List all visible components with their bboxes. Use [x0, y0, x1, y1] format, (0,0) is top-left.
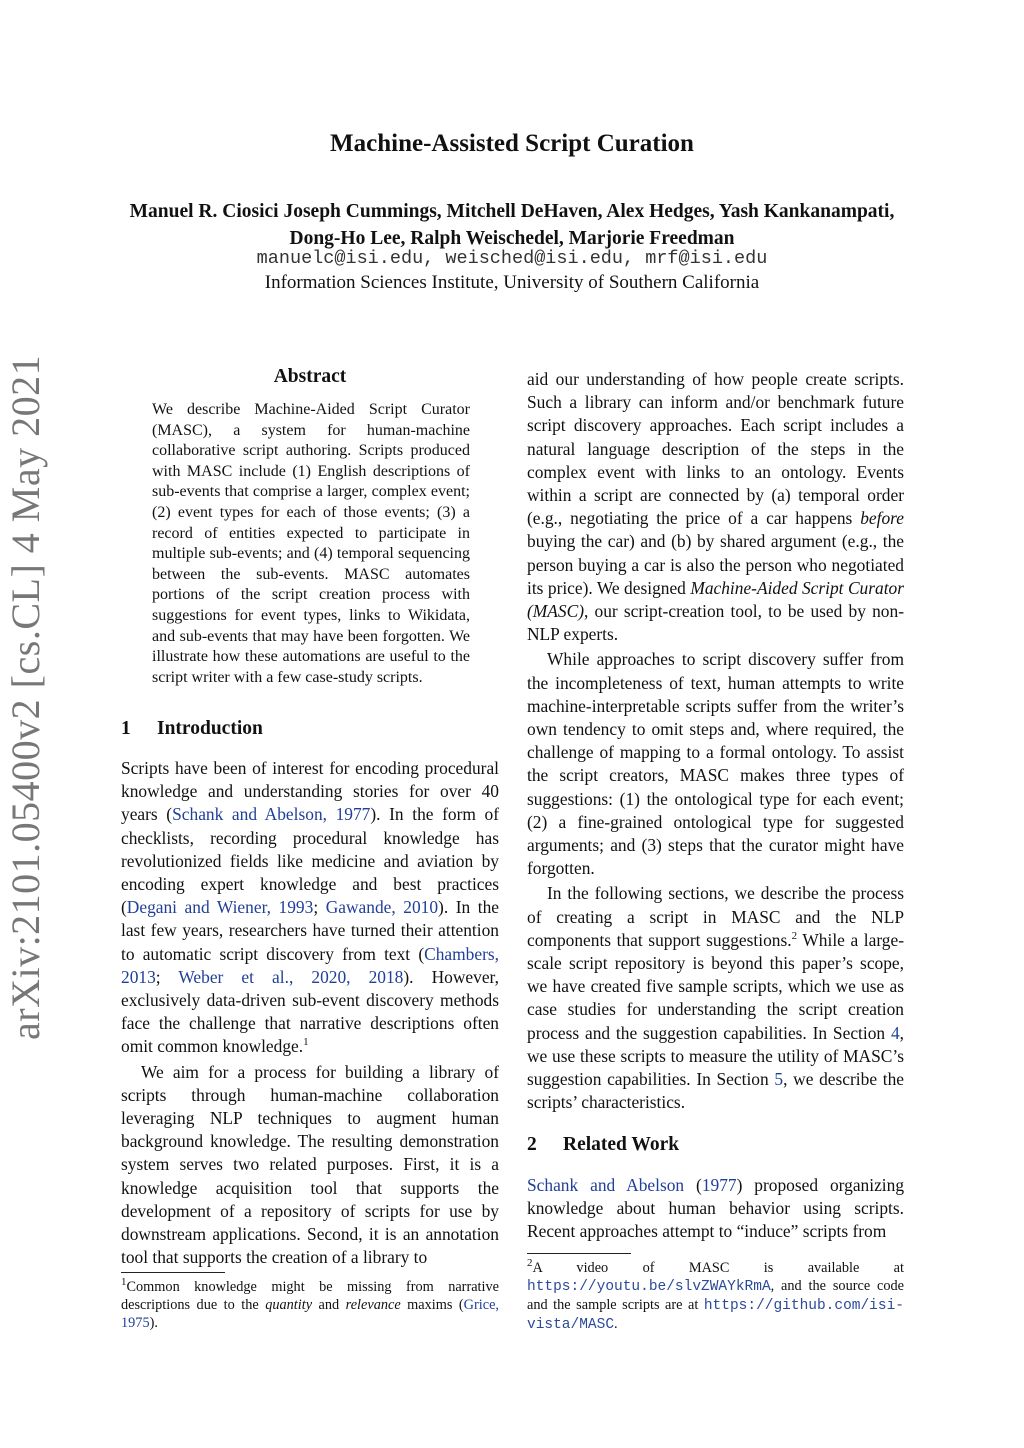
citation-link[interactable]: Schank and Abelson, 1977 [172, 804, 371, 825]
citation-link[interactable]: Gawande, 2010 [325, 897, 439, 918]
video-url-link[interactable]: https://youtu.be/slvZWAYkRmA [527, 1279, 771, 1295]
source-code-url-link[interactable]: https://github.com/isi-vista/MASC [527, 1298, 904, 1333]
author-list [60, 198, 964, 252]
section-ref-link[interactable]: 5 [774, 1069, 784, 1090]
section-number: 1 [121, 718, 131, 739]
section-number: 2 [527, 1134, 537, 1155]
abstract-body [152, 400, 470, 688]
footnote-marker[interactable]: 1 [303, 1036, 309, 1049]
related-work-body [527, 1174, 904, 1244]
abstract-text: We describe Machine-Aided Script Curator (MASC), a system for human-machine collaborative script authoring. Scripts produced with MASC include (1) English descriptions of sub-events that comprise a larger, complex event; (2) event types for each of those events; (3) a record of entities expected to participate in multiple sub-events; and (4) temporal sequencing between the sub-events. MASC automates portions of the script creation process with suggestions for event types, links to Wikidata, and sub-events that may have been forgotten. We illustrate how these automations are useful to the script writer with a few case-study scripts. [152, 401, 470, 686]
citation-link[interactable]: Schank and Abelson [527, 1175, 685, 1195]
paper-title: Machine-Assisted Script Curation [330, 130, 694, 157]
related-paragraph-1: Schank and Abelson (1977) proposed organizing knowledge about human behavior using scripts. Recent approaches attempt to “induce” scripts from [527, 1175, 905, 1242]
footnote-2: $^2$A video of MASC is available at https://youtu.be/slvZWAYkRmA, and the source code and the sample scripts are at https://github.com/isi-vista/MASC. [527, 1257, 904, 1333]
intro-paragraph-3: aid our understanding of how people create scripts. Such a library can inform and/or benchmark future script discovery approaches. Each script includes a natural language description of the steps in the complex event with links to an ontology. Events within a script are connected by (a) temporal order (e.g., negotiating the price of a car happens before buying the car) and (b) by shared argument (e.g., the person buying a car is also the person who negotiated its price). We designed Machine-Aided Script Curator (MASC), our script-creation tool, to be used by non-NLP experts. [527, 369, 904, 645]
footnote-rule [527, 1253, 631, 1254]
intro-paragraph-4: While approaches to script discovery suffer from the incompleteness of text, human attempts to write machine-interpretable scripts suffer from the writer’s own tendency to omit steps and, where required, the challenge of mapping to a formal ontology. To assist the script creators, MASC makes three types of suggestions: (1) the ontological type for each event; (2) a fine-grained ontological type for suggested arguments; and (3) steps that the curator might have forgotten. [527, 649, 904, 879]
authors-line-1: Manuel R. Ciosici Joseph Cummings, Mitchell DeHaven, Alex Hedges, Yash Kankanampati, [129, 201, 895, 222]
section-heading-related-work [527, 1134, 679, 1156]
citation-link[interactable]: 1977 [701, 1175, 737, 1195]
footnote-rule [121, 1272, 225, 1273]
authors-line-2: Dong-Ho Lee, Ralph Weischedel, Marjorie Freedman [289, 228, 735, 249]
left-column [121, 757, 499, 1269]
affiliation: Information Sciences Institute, University of Southern California [264, 272, 760, 293]
section-title: Related Work [563, 1134, 680, 1155]
intro-paragraph-2: We aim for a process for building a library of scripts through human-machine collaboration leveraging NLP techniques to augment human background knowledge. The resulting demonstration system serves two related purposes. First, it is a knowledge acquisition tool that supports the development of a repository of scripts for use by downstream applications. Second, it is an annotation tool that supports the creation of a library to [121, 1061, 499, 1268]
citation-link[interactable]: Chambers, 2013 [121, 943, 499, 987]
citation-link[interactable]: Degani and Wiener, 1993 [126, 897, 314, 918]
citation-link[interactable]: Grice, 1975 [121, 1297, 499, 1331]
right-column [527, 368, 904, 1115]
section-heading-introduction [121, 718, 263, 740]
section-ref-link[interactable]: 4 [890, 1022, 900, 1043]
arxiv-stamp: arXiv:2101.05400v2 [cs.CL] 4 May 2021 [3, 354, 48, 1040]
author-emails[interactable]: manuelc@isi.edu, weisched@isi.edu, mrf@isi.edu [256, 248, 768, 269]
footnote-marker[interactable]: 2 [791, 930, 798, 943]
intro-paragraph-5: In the following sections, we describe the process of creating a script in MASC and the NLP components that support suggestions.$^2$ While a large-scale script repository is beyond this paper’s scope, we have created five sample scripts, which we use as case studies for understanding the script creation process and the suggestion capabilities. In Section 4, we use these scripts to measure the utility of MASC’s suggestion capabilities. In Section 5, we describe the scripts’ characteristics. [527, 883, 905, 1113]
footnote-1: $^1$Common knowledge might be missing from narrative descriptions due to the quantity and relevance maxims (Grice, 1975). [121, 1276, 499, 1331]
abstract-heading: Abstract [273, 366, 347, 387]
section-title: Introduction [157, 718, 263, 739]
citation-link[interactable]: Weber et al., 2020, 2018 [178, 966, 404, 987]
intro-paragraph-1: Scripts have been of interest for encoding procedural knowledge and understanding stories for over 40 years (Schank and Abelson, 1977). In the form of checklists, recording procedural knowledge has revolutionized fields like medicine and aviation by encoding expert knowledge and best practices (Degani and Wiener, 1993; Gawande, 2010). In the last few years, researchers have turned their attention to automatic script discovery from text (Chambers, 2013; Weber et al., 2020, 2018). However, exclusively data-driven sub-event discovery methods face the challenge that narrative descriptions often omit common knowledge.$^1$ [121, 758, 500, 1057]
